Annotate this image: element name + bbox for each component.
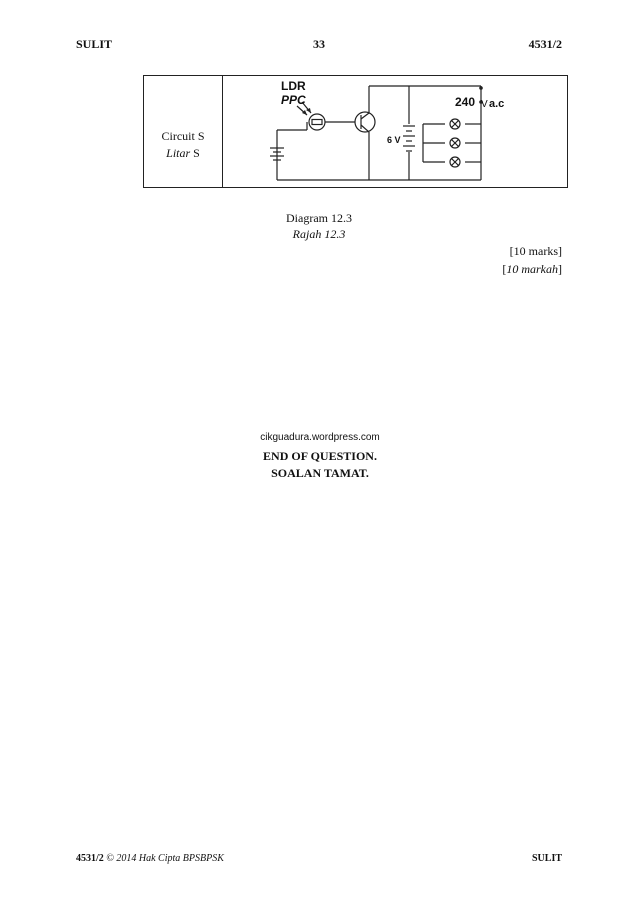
supply-unit: V [481,99,488,110]
diagram-caption-ms: Rajah 12.3 [292,227,346,241]
circuit-label-ms-italic: Litar [166,146,191,160]
ppc-label: PPC [281,93,306,107]
soalan-tamat: SOALAN TAMAT. [271,466,369,480]
header-left: SULIT [76,37,113,51]
marks-ms [502,262,562,277]
circuit-diagram [223,76,567,187]
website-watermark: cikguadura.wordpress.com [260,432,380,443]
circuit-label-ms-letter: S [193,146,200,160]
battery-label: 6 V [387,135,401,145]
ldr-symbol [309,114,325,130]
circuit-table [143,75,568,188]
ldr-label: LDR [281,79,306,93]
end-of-question: END OF QUESTION. [263,449,377,463]
footer-copyright: © 2014 Hak Cipta BPSBPSK [106,853,224,864]
header-right: 4531/2 [528,37,562,51]
supply-voltage: 240 [455,95,476,109]
marks-ms-close: ] [558,262,562,276]
circuit-label-ms [144,146,222,161]
circuit-label-en: Circuit S [161,129,205,143]
marks-en: [10 marks] [509,244,562,258]
footer-left [76,853,224,864]
marks-ms-open: [ [502,262,507,276]
footer-code: 4531/2 [76,853,104,864]
diagram-caption-en: Diagram 12.3 [286,211,352,225]
page-number: 33 [313,37,325,51]
footer-right: SULIT [531,853,562,864]
supply-type: a.c [489,98,505,110]
marks-ms-italic: 10 markah [506,262,558,276]
